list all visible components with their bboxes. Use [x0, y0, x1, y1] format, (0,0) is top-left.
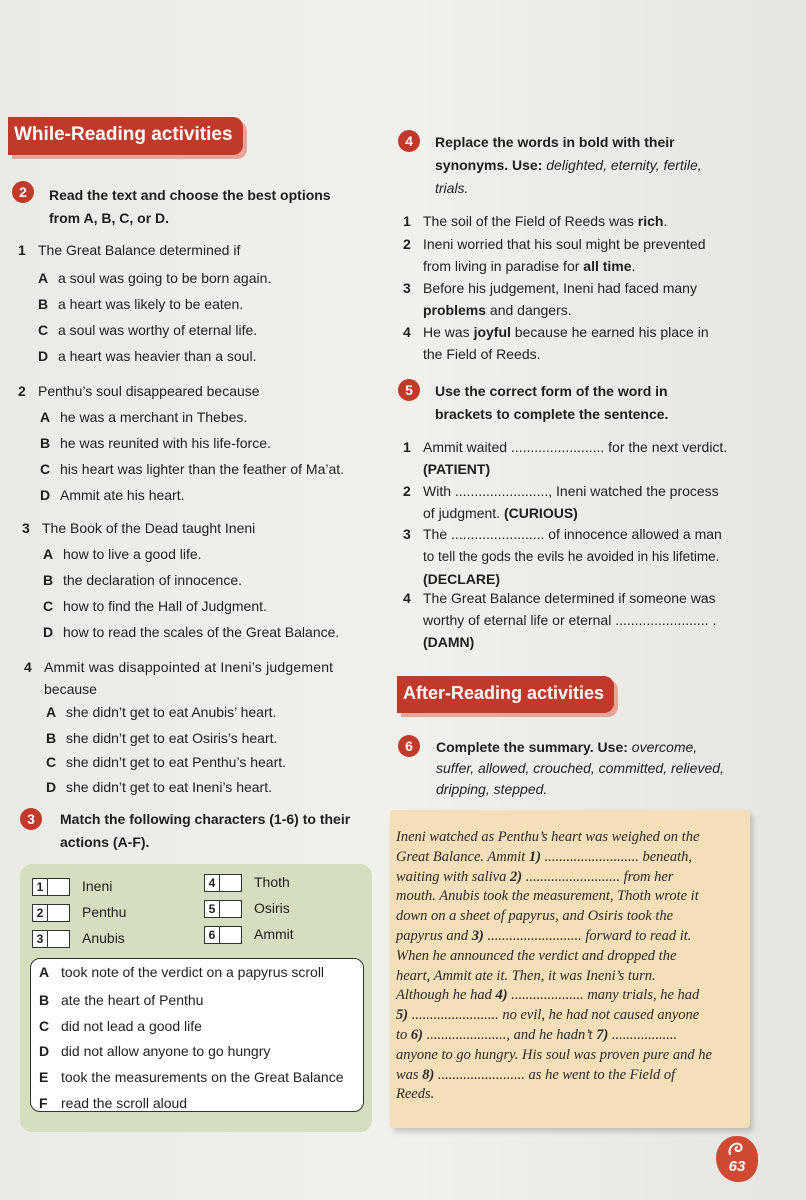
- item-text: worthy of eternal life or eternal ........................ .: [423, 612, 717, 628]
- blank-number: 4): [495, 987, 508, 1004]
- item-text: Before his judgement, Ineni had faced many: [423, 280, 697, 296]
- instruction-line: brackets to complete the sentence.: [435, 406, 669, 422]
- option-text: she didn’t get to eat Ineni’s heart.: [66, 779, 272, 795]
- option-text: how to live a good life.: [63, 546, 202, 562]
- summary-segment: to: [396, 1026, 411, 1043]
- exercise-5-instruction: [435, 380, 668, 426]
- option-text: she didn’t get to eat Anubis’ heart.: [66, 704, 277, 720]
- character-number: 2: [33, 905, 48, 921]
- option-letter: D: [43, 624, 54, 640]
- instruction-line: actions (A-F).: [60, 834, 150, 850]
- question-number: 4: [24, 659, 32, 675]
- exercise-number-badge: 5: [398, 379, 420, 401]
- while-reading-banner: [8, 117, 243, 155]
- summary-line: [396, 828, 742, 848]
- option[interactable]: [43, 598, 267, 614]
- option-letter: B: [46, 730, 57, 746]
- question-text: because: [44, 681, 97, 697]
- character-name: Penthu: [82, 904, 127, 920]
- word-list: delighted, eternity, fertile,: [546, 157, 702, 173]
- item-number: 3: [403, 526, 411, 542]
- summary-line: [396, 967, 742, 987]
- item-text: from living in paradise for: [423, 258, 584, 274]
- summary-segment: anyone to go hungry. His soul was proven pure and he: [396, 1046, 712, 1063]
- option[interactable]: [46, 754, 286, 770]
- summary-line: [396, 927, 742, 947]
- option[interactable]: [46, 779, 272, 795]
- question-3: [22, 520, 255, 536]
- question-text: Ammit was disappointed at Ineni’s judgement: [44, 659, 334, 675]
- swirl-icon: [726, 1140, 748, 1158]
- summary-line: [396, 1046, 742, 1066]
- option-letter: C: [46, 754, 57, 770]
- option[interactable]: [43, 572, 242, 588]
- summary-line: [396, 887, 742, 907]
- option[interactable]: [38, 296, 243, 312]
- option[interactable]: [40, 487, 185, 503]
- while-reading-title: While-Reading activities: [14, 124, 233, 145]
- question-number: 3: [22, 520, 30, 536]
- action-item: [39, 1069, 344, 1085]
- action-item: [39, 964, 324, 980]
- item-text: Ineni worried that his soul might be prevented: [423, 236, 706, 252]
- item-text: .: [631, 258, 636, 274]
- root-word: (DECLARE): [423, 571, 500, 587]
- character-name: Ammit: [254, 926, 294, 942]
- action-text: ate the heart of Penthu: [61, 992, 204, 1008]
- option-letter: C: [38, 322, 49, 338]
- option-text: how to find the Hall of Judgment.: [63, 598, 267, 614]
- exercise-2-instruction: [49, 184, 331, 230]
- question-text: The Great Balance determined if: [38, 242, 241, 258]
- exercise-3-instruction: [60, 808, 350, 854]
- option[interactable]: [40, 409, 247, 425]
- ex4-item-2: [403, 233, 743, 277]
- option-text: he was a merchant in Thebes.: [60, 409, 248, 425]
- option[interactable]: [38, 348, 256, 364]
- item-text: the Field of Reeds.: [423, 346, 541, 362]
- ex5-item-3: [403, 523, 743, 590]
- character-item[interactable]: [204, 900, 290, 918]
- word-list: suffer, allowed, crouched, committed, relieved,: [436, 760, 724, 776]
- action-item: [39, 1018, 202, 1034]
- summary-segment: Great Balance. Ammit: [396, 848, 529, 865]
- summary-segment: .................... many trials, he had: [507, 987, 700, 1004]
- bold-word: rich: [637, 213, 664, 229]
- action-item: [39, 992, 203, 1008]
- character-item[interactable]: [32, 930, 125, 948]
- page-number-badge: [716, 1136, 758, 1182]
- summary-line: [396, 1066, 742, 1086]
- ex5-item-2: [403, 480, 743, 524]
- summary-segment: Reeds.: [396, 1086, 435, 1103]
- option-letter: A: [43, 546, 54, 562]
- action-letter: E: [39, 1069, 49, 1085]
- summary-line: [396, 907, 742, 927]
- action-item: [39, 1095, 187, 1111]
- after-reading-banner: [397, 676, 614, 713]
- actions-list: [30, 958, 364, 1112]
- option-text: he was reunited with his life-force.: [60, 435, 271, 451]
- exercise-number-badge: 2: [12, 181, 34, 203]
- item-text: .: [663, 213, 668, 229]
- option-letter: A: [46, 704, 57, 720]
- word-list: dripping, stepped.: [436, 781, 548, 797]
- option-text: a soul was worthy of eternal life.: [58, 322, 258, 338]
- item-text: The Great Balance determined if someone was: [423, 590, 716, 606]
- page-number: 63: [728, 1158, 746, 1175]
- item-number: 3: [403, 280, 411, 296]
- summary-line: [396, 1085, 742, 1105]
- option[interactable]: [38, 270, 271, 286]
- word-list: overcome,: [631, 739, 698, 755]
- item-text: With ........................, Ineni watched the process: [423, 483, 719, 499]
- action-text: did not lead a good life: [61, 1018, 202, 1034]
- action-item: [39, 1043, 270, 1059]
- option[interactable]: [43, 546, 202, 562]
- summary-line: [396, 1026, 742, 1046]
- option-letter: B: [38, 296, 49, 312]
- root-word: (DAMN): [423, 634, 475, 650]
- item-number: 2: [403, 483, 411, 499]
- option-text: she didn’t get to eat Osiris’s heart.: [66, 730, 278, 746]
- question-4: [24, 656, 333, 700]
- summary-segment: Ineni watched as Penthu’s heart was weighed on the: [396, 829, 700, 845]
- summary-segment: .......................... forward to read it.: [483, 927, 692, 944]
- option-text: his heart was lighter than the feather of Ma’at.: [60, 461, 345, 477]
- option-letter: D: [46, 779, 57, 795]
- option-text: a soul was going to be born again.: [58, 270, 272, 286]
- blank-number: 1): [528, 848, 541, 865]
- summary-segment: .......................... beneath,: [541, 848, 693, 865]
- option[interactable]: [43, 624, 339, 640]
- question-number: 2: [18, 383, 26, 399]
- answer-box[interactable]: [32, 930, 70, 948]
- action-letter: C: [39, 1018, 50, 1034]
- ex5-item-1: [403, 436, 743, 480]
- summary-segment: was: [396, 1066, 423, 1083]
- option[interactable]: [46, 704, 276, 720]
- summary-segment: papyrus and: [396, 927, 472, 944]
- blank-number: 2): [510, 868, 523, 885]
- bold-word: all time: [583, 258, 632, 274]
- blank-number: 3): [471, 927, 484, 944]
- option-letter: D: [40, 487, 51, 503]
- blank-number: 7): [596, 1026, 609, 1043]
- question-1: [18, 242, 240, 258]
- summary-segment: ......................, and he hadn’t: [423, 1026, 597, 1043]
- summary-segment: heart, Ammit ate it. Then, it was Ineni’s turn.: [396, 967, 656, 984]
- summary-segment: When he announced the verdict and dropped the: [396, 947, 677, 964]
- question-text: The Book of the Dead taught Ineni: [42, 520, 256, 536]
- answer-box[interactable]: [204, 900, 242, 918]
- item-number: 4: [403, 324, 411, 340]
- root-word: (CURIOUS): [503, 505, 578, 521]
- answer-box[interactable]: [32, 904, 70, 922]
- instruction-line: Match the following characters (1-6) to their: [60, 811, 351, 827]
- ex4-item-1: [403, 210, 723, 232]
- option-text: Ammit ate his heart.: [60, 487, 185, 503]
- character-name: Thoth: [254, 874, 290, 890]
- summary-segment: ........................ as he went to the Field of: [434, 1066, 676, 1083]
- item-text: The ........................ of innocence allowed a man: [423, 526, 722, 542]
- action-letter: B: [39, 992, 50, 1008]
- option-text: a heart was likely to be eaten.: [58, 296, 244, 312]
- instruction-line: Replace the words in bold with their: [435, 134, 675, 150]
- summary-segment: ........................ no evil, he had not caused anyone: [408, 1007, 700, 1024]
- option-text: how to read the scales of the Great Balance.: [63, 624, 340, 640]
- item-text: and dangers.: [486, 302, 572, 318]
- answer-box[interactable]: [204, 926, 242, 944]
- character-name: Osiris: [254, 900, 290, 916]
- character-item[interactable]: [32, 878, 112, 896]
- action-text: took note of the verdict on a papyrus scroll: [61, 964, 325, 980]
- summary-text: [396, 828, 742, 1105]
- action-text: took the measurements on the Great Balance: [61, 1069, 344, 1085]
- instruction-line: Complete the summary. Use:: [436, 739, 632, 755]
- character-number: 6: [205, 927, 220, 943]
- summary-segment: waiting with saliva: [396, 868, 510, 885]
- action-text: read the scroll aloud: [61, 1095, 188, 1111]
- instruction-line: Use the correct form of the word in: [435, 383, 668, 399]
- character-item[interactable]: [204, 926, 294, 944]
- option[interactable]: [40, 435, 271, 451]
- ex5-item-4: [403, 587, 743, 653]
- summary-line: [396, 947, 742, 967]
- blank-number: 6): [410, 1026, 423, 1043]
- option-letter: B: [43, 572, 54, 588]
- action-letter: D: [39, 1043, 50, 1059]
- after-reading-title: After-Reading activities: [403, 683, 605, 703]
- action-letter: A: [39, 964, 50, 980]
- item-text: to tell the gods the evils he avoided in his lifetime.: [423, 549, 720, 564]
- exercise-number-badge: 4: [398, 130, 420, 152]
- summary-segment: down on a sheet of papyrus, and Osiris took the: [396, 908, 674, 925]
- character-number: 5: [205, 901, 220, 917]
- instruction-line: synonyms. Use:: [435, 157, 547, 173]
- option-text: she didn’t get to eat Penthu’s heart.: [66, 754, 287, 770]
- character-number: 4: [205, 875, 220, 891]
- summary-segment: .......................... from her: [522, 868, 674, 885]
- option-letter: A: [38, 270, 49, 286]
- option-letter: C: [40, 461, 51, 477]
- item-number: 4: [403, 590, 411, 606]
- summary-segment: mouth. Anubis took the measurement, Thoth wrote it: [396, 888, 699, 905]
- character-number: 1: [33, 879, 48, 895]
- summary-box: [390, 810, 750, 1128]
- option-letter: B: [40, 435, 51, 451]
- blank-number: 5): [396, 1007, 409, 1024]
- ex4-item-3: [403, 277, 743, 321]
- question-text: Penthu’s soul disappeared because: [38, 383, 260, 399]
- answer-box[interactable]: [32, 878, 70, 896]
- option[interactable]: [40, 461, 344, 477]
- item-text: Ammit waited ........................ for the next verdict.: [423, 439, 728, 455]
- answer-box[interactable]: [204, 874, 242, 892]
- item-number: 1: [403, 213, 411, 229]
- option[interactable]: [46, 730, 277, 746]
- item-number: 1: [403, 439, 411, 455]
- option-text: a heart was heavier than a soul.: [58, 348, 257, 364]
- ex4-item-4: [403, 321, 743, 365]
- question-2: [18, 383, 260, 399]
- item-text: He was: [423, 324, 474, 340]
- character-item[interactable]: [204, 874, 290, 892]
- summary-segment: ..................: [608, 1026, 678, 1043]
- blank-number: 8): [422, 1066, 435, 1083]
- option-letter: A: [40, 409, 51, 425]
- option[interactable]: [38, 322, 257, 338]
- character-name: Anubis: [82, 930, 125, 946]
- item-text: because he earned his place in: [510, 324, 709, 340]
- option-letter: C: [43, 598, 54, 614]
- root-word: (PATIENT): [423, 461, 491, 477]
- action-text: did not allow anyone to go hungry: [61, 1043, 271, 1059]
- character-item[interactable]: [32, 904, 126, 922]
- summary-segment: Although he had: [396, 987, 496, 1004]
- option-letter: D: [38, 348, 49, 364]
- summary-line: [396, 1006, 742, 1026]
- item-number: 2: [403, 236, 411, 252]
- instruction-line: from A, B, C, or D.: [49, 210, 170, 226]
- option-text: the declaration of innocence.: [63, 572, 243, 588]
- character-number: 3: [33, 931, 48, 947]
- item-text: of judgment.: [423, 505, 504, 521]
- word-list: trials.: [435, 180, 469, 196]
- item-text: The soil of the Field of Reeds was: [423, 213, 638, 229]
- question-number: 1: [18, 242, 26, 258]
- summary-line: [396, 986, 742, 1006]
- instruction-line: Read the text and choose the best options: [49, 187, 331, 203]
- summary-line: [396, 868, 742, 888]
- exercise-number-badge: 3: [20, 808, 42, 830]
- exercise-number-badge: 6: [398, 735, 420, 757]
- exercise-4-instruction: [435, 131, 702, 200]
- bold-word: problems: [423, 302, 487, 318]
- bold-word: joyful: [473, 324, 511, 340]
- action-letter: F: [39, 1095, 48, 1111]
- character-name: Ineni: [82, 878, 113, 894]
- summary-line: [396, 848, 742, 868]
- exercise-6-instruction: [436, 737, 724, 800]
